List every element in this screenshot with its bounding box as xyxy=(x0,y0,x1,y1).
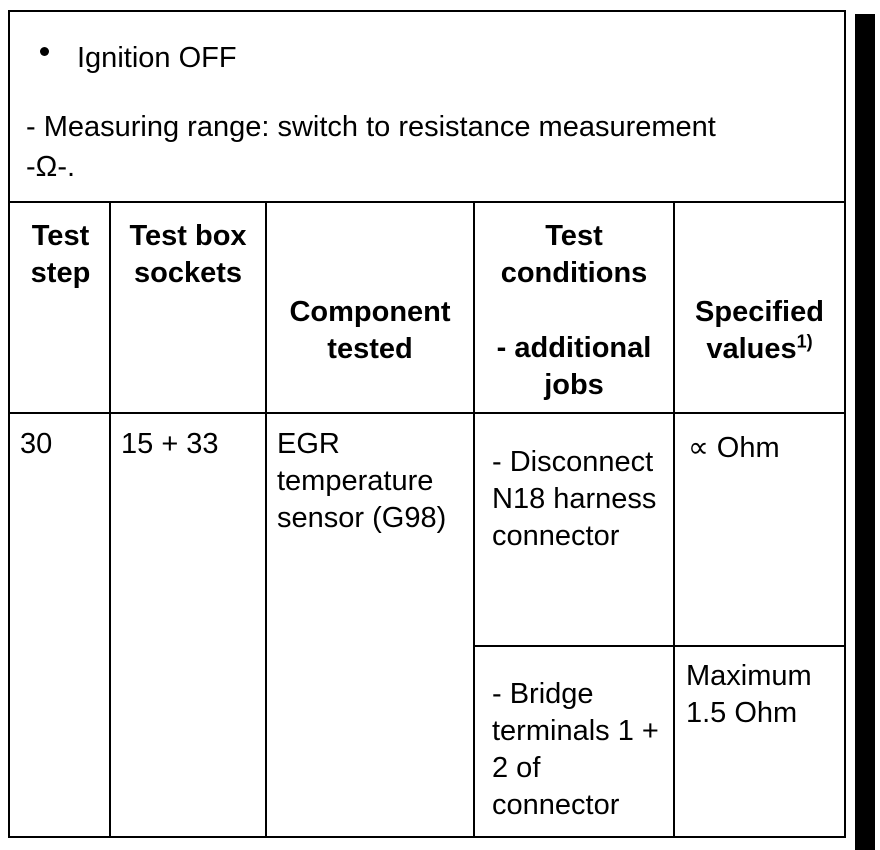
row-condition-bridge: - Bridge terminals 1 + 2 of connector xyxy=(492,678,659,821)
range-text-1: - Measuring range: switch to resistance measurement xyxy=(26,111,716,143)
header-divider xyxy=(10,412,844,414)
header-test-conditions-label: Test conditions xyxy=(500,220,648,289)
row-spec-open: ∝ Ohm xyxy=(688,432,780,464)
row-test-box-sockets: 15 + 33 xyxy=(121,428,219,460)
range-text-2: -Ω-. xyxy=(26,151,76,183)
header-test-step-label: Test step xyxy=(30,220,91,289)
header-specified-values-label: Specified values xyxy=(695,296,824,365)
row-divider xyxy=(474,645,844,647)
test-notes xyxy=(10,12,844,203)
footnote-marker: 1) xyxy=(796,331,813,352)
header-test-box-sockets-label: Test box sockets xyxy=(129,220,247,289)
header-additional-jobs-label: - additional jobs xyxy=(496,332,652,401)
row-component-tested: EGR temperature sensor (G98) xyxy=(277,428,447,534)
row-spec-max: Maximum 1.5 Ohm xyxy=(686,660,812,729)
bullet-icon xyxy=(40,47,49,56)
header-component-tested xyxy=(267,294,473,368)
header-test-step xyxy=(12,218,109,292)
measuring-range-note xyxy=(26,107,836,187)
row-test-step: 30 xyxy=(20,428,53,460)
page-edge-bar xyxy=(855,14,875,850)
header-test-conditions xyxy=(475,218,673,404)
col-divider-1 xyxy=(109,203,111,838)
header-component-tested-label: Component tested xyxy=(289,296,451,365)
ignition-text: Ignition OFF xyxy=(77,42,237,74)
ignition-note xyxy=(30,42,237,75)
header-specified-values xyxy=(675,294,844,368)
header-test-box-sockets xyxy=(111,218,265,292)
test-table xyxy=(8,10,846,838)
row-condition-disconnect: - Disconnect N18 harness connector xyxy=(492,446,657,552)
